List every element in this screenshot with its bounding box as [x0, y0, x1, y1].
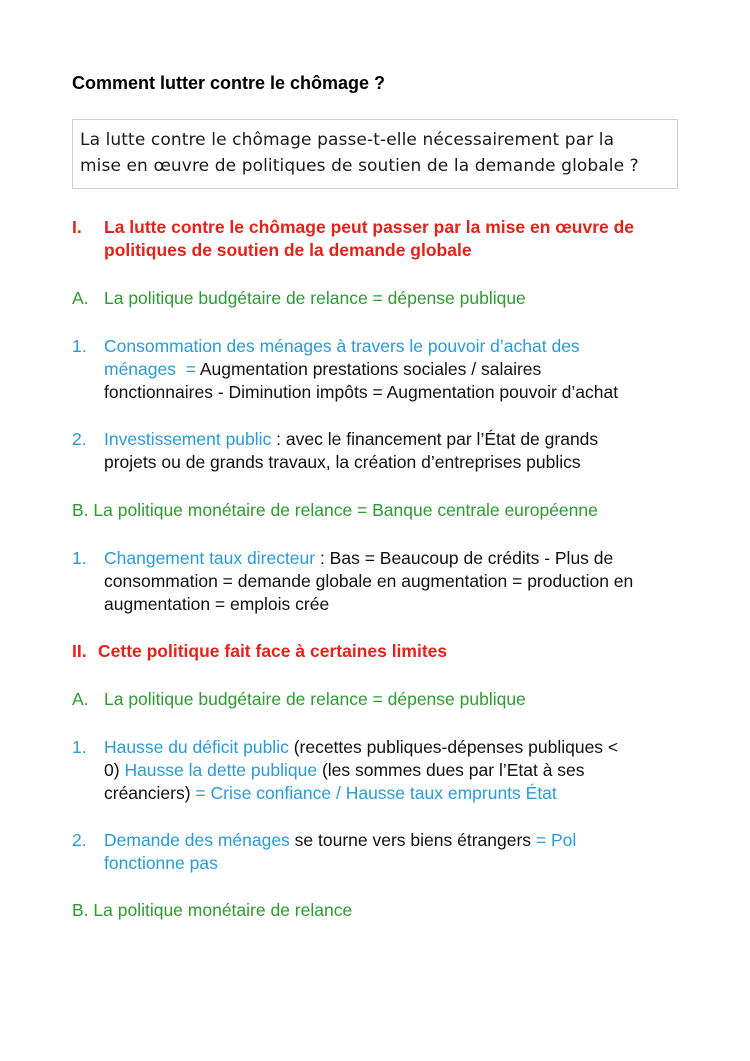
item-2a1-line-2-black-b: (les sommes dues par l’Etat à ses — [317, 760, 585, 780]
item-1a1-line-2-black: Augmentation prestations sociales / salaires — [199, 359, 542, 379]
problematic-box — [72, 119, 678, 189]
item-2a2-line-1-black: se tourne vers biens étrangers — [289, 830, 536, 850]
item-1a2-line-2: projets ou de grands travaux, la création d’entreprises publics — [104, 452, 581, 472]
item-1a2-line-1-blue: Investissement public — [104, 429, 272, 449]
item-2a1-line-2-black-a: 0) — [104, 760, 125, 780]
item-2a1-line-1-blue: Hausse du déficit public — [104, 737, 289, 757]
item-1b1-line-3: augmentation = emplois crée — [104, 594, 330, 614]
item-2a2-line-1-blue: Demande des ménages — [104, 830, 290, 850]
page-title: Comment lutter contre le chômage ? — [72, 73, 386, 93]
problematic-line-1: La lutte contre le chômage passe-t-elle nécessairement par la — [80, 130, 615, 150]
item-2a2-number: 2. — [72, 830, 87, 850]
section-1-line-1: La lutte contre le chômage peut passer par la mise en œuvre de — [104, 217, 635, 237]
item-1a1-number: 1. — [72, 336, 87, 356]
item-2a1-line-3-black: créanciers) — [104, 783, 196, 803]
item-2a1-line-1-black: (recettes publiques-dépenses publiques < — [288, 737, 619, 757]
item-1a1-line-2-blue: ménages = — [104, 359, 200, 379]
item-2a1-line-2-blue: Hausse la dette publique — [124, 760, 318, 780]
item-2a1-line-3-blue: = Crise confiance / Hausse taux emprunts État — [195, 783, 557, 803]
section-2-text: Cette politique fait face à certaines limites — [98, 641, 448, 661]
item-1b1-line-1-black: : Bas = Beaucoup de crédits - Plus de — [315, 548, 614, 568]
section-1-line-2: politiques de soutien de la demande globale — [104, 240, 472, 260]
section-2b-heading: B. La politique monétaire de relance — [72, 900, 353, 920]
item-2a2-line-1-blue-2: = Pol — [535, 830, 577, 850]
item-2a2-line-2: fonctionne pas — [104, 853, 218, 873]
section-1a-text: La politique budgétaire de relance = dépense publique — [104, 288, 526, 308]
problematic-line-2: mise en œuvre de politiques de soutien de la demande globale ? — [80, 156, 639, 176]
item-2a1-number: 1. — [72, 737, 87, 757]
section-1-number: I. — [72, 217, 82, 237]
item-1a1-line-1: Consommation des ménages à travers le pouvoir d’achat des — [104, 336, 580, 356]
section-2a-letter: A. — [72, 689, 89, 709]
item-1b1-number: 1. — [72, 548, 87, 568]
item-1a2-line-1-black: : avec le financement par l’État de grands — [271, 429, 599, 449]
section-2a-text: La politique budgétaire de relance = dépense publique — [104, 689, 526, 709]
item-1a2-number: 2. — [72, 429, 87, 449]
section-1a-letter: A. — [72, 288, 89, 308]
item-1b1-line-1-blue: Changement taux directeur — [104, 548, 316, 568]
section-1b-heading: B. La politique monétaire de relance = Banque centrale européenne — [72, 500, 598, 520]
item-1b1-line-2: consommation = demande globale en augmentation = production en — [104, 571, 634, 591]
item-1a1-line-3: fonctionnaires - Diminution impôts = Augmentation pouvoir d’achat — [104, 382, 619, 402]
section-2-number: II. — [72, 641, 87, 661]
